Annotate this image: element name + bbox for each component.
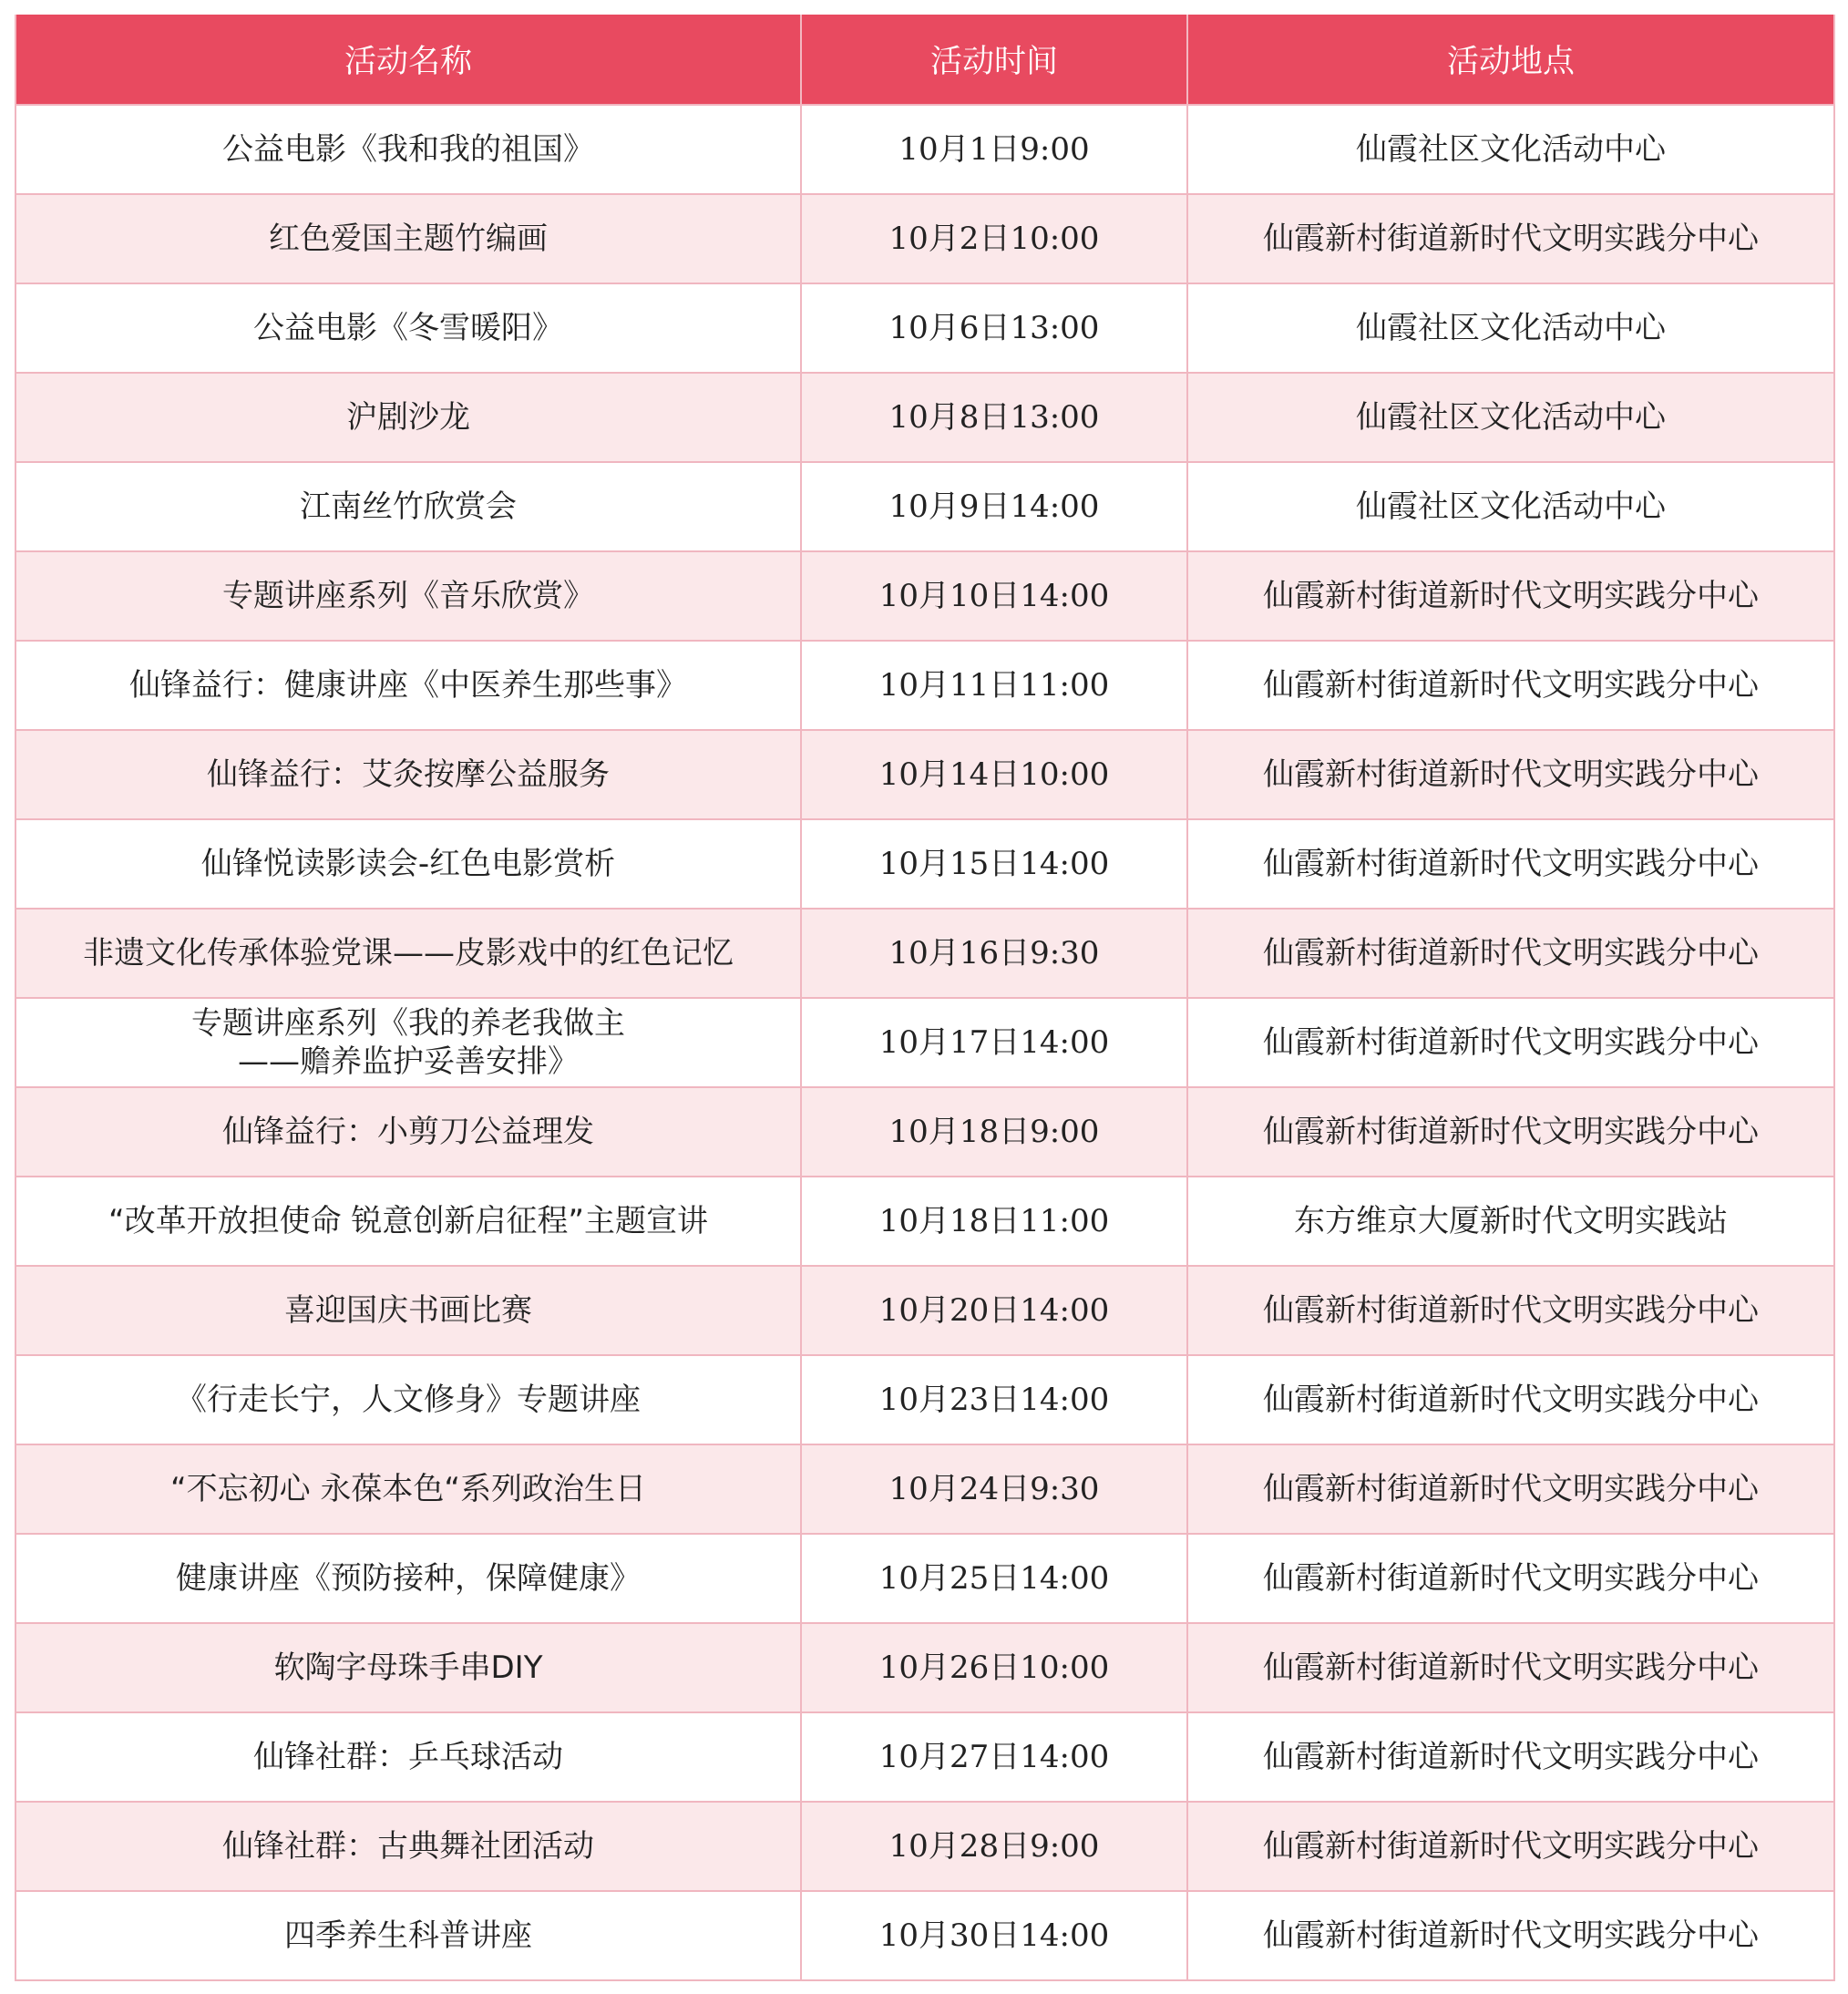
activity-name: 《行走长宁，人文修身》专题讲座 (176, 1382, 641, 1418)
activity-name: 公益电影《冬雪暖阳》 (253, 310, 563, 346)
table-row (15, 373, 1834, 462)
activity-name-cell (15, 462, 801, 551)
table-row (15, 909, 1834, 998)
activity-schedule (15, 15, 1833, 1981)
activity-time: 10月30日14:00 (801, 1891, 1187, 1980)
activity-time: 10月9日14:00 (801, 462, 1187, 551)
activity-place: 仙霞社区文化活动中心 (1187, 283, 1834, 373)
table-row (15, 1355, 1834, 1444)
activity-place: 仙霞新村街道新时代文明实践分中心 (1187, 998, 1834, 1087)
activity-place: 仙霞新村街道新时代文明实践分中心 (1187, 1712, 1834, 1802)
activity-name-cell (15, 1266, 801, 1355)
activity-time: 10月17日14:00 (801, 998, 1187, 1087)
activity-time: 10月18日11:00 (801, 1177, 1187, 1266)
activity-name-cell (15, 105, 801, 194)
activity-place: 仙霞新村街道新时代文明实践分中心 (1187, 1802, 1834, 1891)
column-header-time: 活动时间 (801, 15, 1187, 105)
activity-place: 仙霞新村街道新时代文明实践分中心 (1187, 730, 1834, 819)
activity-name: 仙锋益行：健康讲座《中医养生那些事》 (129, 667, 687, 704)
activity-name-cell (15, 909, 801, 998)
activity-place: 仙霞新村街道新时代文明实践分中心 (1187, 1355, 1834, 1444)
activity-name: 软陶字母珠手串DIY (273, 1650, 543, 1686)
table-row (15, 1623, 1834, 1712)
table-row (15, 283, 1834, 373)
table-row (15, 730, 1834, 819)
activity-name: 四季养生科普讲座 (284, 1917, 532, 1954)
activity-name-cell (15, 1177, 801, 1266)
column-header-place: 活动地点 (1187, 15, 1834, 105)
activity-name: 仙锋悦读影读会-红色电影赏析 (200, 846, 616, 882)
activity-name: “不忘初心 永葆本色“系列政治生日 (169, 1471, 647, 1507)
activity-place: 东方维京大厦新时代文明实践站 (1187, 1177, 1834, 1266)
activity-name: 仙锋益行：小剪刀公益理发 (222, 1114, 594, 1150)
activity-time: 10月1日9:00 (801, 105, 1187, 194)
activity-name-cell (15, 194, 801, 283)
table-row (15, 998, 1834, 1087)
activity-name-cell (15, 730, 801, 819)
table-row (15, 1802, 1834, 1891)
table-row (15, 1891, 1834, 1980)
activity-place: 仙霞新村街道新时代文明实践分中心 (1187, 1534, 1834, 1623)
activity-name-cell (15, 1534, 801, 1623)
table-row (15, 462, 1834, 551)
table-row (15, 1712, 1834, 1802)
activity-place: 仙霞新村街道新时代文明实践分中心 (1187, 909, 1834, 998)
activity-name-cell (15, 641, 801, 730)
table-row (15, 1087, 1834, 1177)
activity-name-cell (15, 1355, 801, 1444)
activity-place: 仙霞社区文化活动中心 (1187, 105, 1834, 194)
activity-name: 仙锋益行：艾灸按摩公益服务 (207, 756, 610, 793)
activity-time: 10月28日9:00 (801, 1802, 1187, 1891)
table-row (15, 1266, 1834, 1355)
activity-name-cell (15, 1712, 801, 1802)
activity-name-cell (15, 1444, 801, 1534)
activity-time: 10月16日9:30 (801, 909, 1187, 998)
activity-place: 仙霞新村街道新时代文明实践分中心 (1187, 1623, 1834, 1712)
column-header-name: 活动名称 (15, 15, 801, 105)
activity-place: 仙霞新村街道新时代文明实践分中心 (1187, 1087, 1834, 1177)
table-row (15, 641, 1834, 730)
table-row (15, 1444, 1834, 1534)
activity-time: 10月27日14:00 (801, 1712, 1187, 1802)
activity-name-cell (15, 819, 801, 909)
table-row (15, 819, 1834, 909)
activity-name-cell (15, 998, 801, 1087)
activity-place: 仙霞社区文化活动中心 (1187, 462, 1834, 551)
activity-time: 10月10日14:00 (801, 551, 1187, 641)
activity-time: 10月8日13:00 (801, 373, 1187, 462)
table-row (15, 1177, 1834, 1266)
activity-place: 仙霞新村街道新时代文明实践分中心 (1187, 194, 1834, 283)
activity-time: 10月15日14:00 (801, 819, 1187, 909)
header-row (15, 15, 1834, 105)
activity-name: 专题讲座系列《我的养老我做主 (191, 1005, 625, 1042)
activity-name: 沪剧沙龙 (346, 399, 470, 436)
table-row (15, 1534, 1834, 1623)
activity-name: 公益电影《我和我的祖国》 (222, 131, 594, 168)
activity-name: ——赡养监护妥善安排》 (238, 1043, 579, 1080)
activity-time: 10月25日14:00 (801, 1534, 1187, 1623)
activity-time: 10月11日11:00 (801, 641, 1187, 730)
activity-name-cell (15, 1087, 801, 1177)
activity-name: 仙锋社群：乒乓球活动 (253, 1739, 563, 1775)
activity-time: 10月18日9:00 (801, 1087, 1187, 1177)
activity-name: 红色爱国主题竹编画 (269, 221, 548, 257)
activity-place: 仙霞新村街道新时代文明实践分中心 (1187, 641, 1834, 730)
activity-name-cell (15, 283, 801, 373)
activity-time: 10月24日9:30 (801, 1444, 1187, 1534)
activity-time: 10月2日10:00 (801, 194, 1187, 283)
activity-table (15, 15, 1835, 1981)
activity-place: 仙霞新村街道新时代文明实践分中心 (1187, 1891, 1834, 1980)
table-header (15, 15, 1834, 105)
activity-name: 健康讲座《预防接种，保障健康》 (176, 1560, 641, 1597)
activity-name-cell (15, 373, 801, 462)
activity-name-cell (15, 1623, 801, 1712)
activity-place: 仙霞新村街道新时代文明实践分中心 (1187, 819, 1834, 909)
activity-time: 10月6日13:00 (801, 283, 1187, 373)
table-body (15, 105, 1834, 1980)
activity-place: 仙霞新村街道新时代文明实践分中心 (1187, 1444, 1834, 1534)
activity-time: 10月14日10:00 (801, 730, 1187, 819)
activity-name: 专题讲座系列《音乐欣赏》 (222, 578, 594, 614)
activity-name: “改革开放担使命 锐意创新启征程”主题宣讲 (108, 1203, 709, 1239)
activity-name: 喜迎国庆书画比赛 (284, 1292, 532, 1329)
activity-name: 江南丝竹欣赏会 (300, 488, 517, 525)
activity-name-cell (15, 1802, 801, 1891)
activity-place: 仙霞新村街道新时代文明实践分中心 (1187, 551, 1834, 641)
table-row (15, 551, 1834, 641)
activity-time: 10月23日14:00 (801, 1355, 1187, 1444)
activity-place: 仙霞社区文化活动中心 (1187, 373, 1834, 462)
table-row (15, 105, 1834, 194)
activity-time: 10月26日10:00 (801, 1623, 1187, 1712)
activity-time: 10月20日14:00 (801, 1266, 1187, 1355)
activity-name-cell (15, 551, 801, 641)
activity-name: 仙锋社群：古典舞社团活动 (222, 1828, 594, 1865)
activity-name: 非遗文化传承体验党课——皮影戏中的红色记忆 (83, 935, 734, 971)
table-row (15, 194, 1834, 283)
activity-name-cell (15, 1891, 801, 1980)
activity-place: 仙霞新村街道新时代文明实践分中心 (1187, 1266, 1834, 1355)
